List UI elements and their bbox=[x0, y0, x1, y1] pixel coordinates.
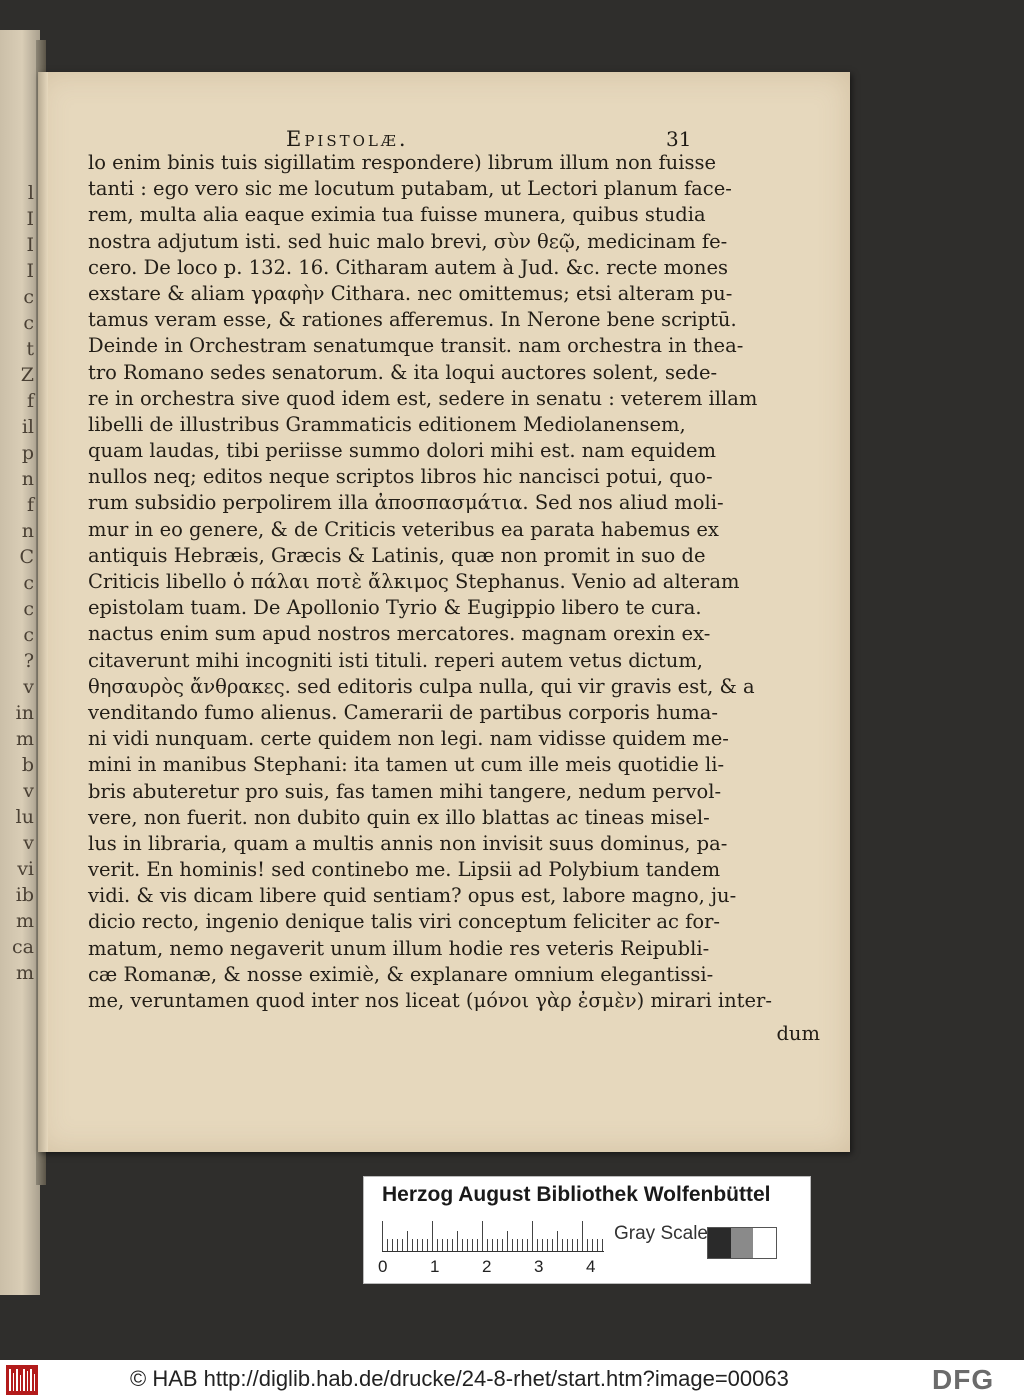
gray-scale-swatches bbox=[707, 1227, 777, 1259]
footer-bar bbox=[0, 1360, 1024, 1400]
text-line: antiquis Hebræis, Græcis & Latinis, quæ non promit in suo de bbox=[88, 543, 706, 567]
facing-page-fragment: n bbox=[21, 520, 34, 542]
text-line: lus in libraria, quam a multis annis non invisit suus dominus, pa- bbox=[88, 831, 728, 855]
ruler-tick bbox=[392, 1239, 393, 1251]
text-line: nostra adjutum isti. sed huic malo brevi, σὺν θεῷ, medicinam fe- bbox=[88, 229, 728, 253]
ruler-numbers bbox=[378, 1257, 618, 1277]
facing-page-fragment: f bbox=[26, 390, 34, 412]
facing-page-fragment: c bbox=[23, 624, 34, 646]
ruler-tick bbox=[537, 1239, 538, 1251]
color-target-card bbox=[363, 1176, 811, 1284]
ruler-tick bbox=[557, 1231, 558, 1251]
ruler-tick bbox=[382, 1221, 383, 1251]
ruler-tick bbox=[452, 1239, 453, 1251]
facing-page-fragment: c bbox=[23, 312, 34, 334]
text-line: matum, nemo negaverit unum illum hodie res veteris Reipubli- bbox=[88, 936, 710, 960]
facing-page-fragment: m bbox=[15, 910, 34, 932]
ruler-tick bbox=[527, 1239, 528, 1251]
ruler-tick bbox=[462, 1239, 463, 1251]
facing-page-fragment: v bbox=[23, 832, 34, 854]
text-line: me, veruntamen quod inter nos liceat (μόνοι γὰρ ἐσμὲν) mirari inter- bbox=[88, 989, 772, 1012]
text-line: lo enim binis tuis sigillatim respondere) librum illum non fuisse bbox=[88, 151, 717, 174]
ruler-tick bbox=[397, 1239, 398, 1251]
facing-page-fragment: v bbox=[23, 780, 34, 802]
facing-page-fragment: I bbox=[26, 208, 34, 230]
ruler-tick bbox=[597, 1239, 598, 1251]
text-line: venditando fumo alienus. Camerarii de partibus corporis huma- bbox=[88, 700, 718, 724]
ruler-tick bbox=[532, 1221, 533, 1251]
library-name: Herzog August Bibliothek Wolfenbüttel bbox=[382, 1183, 771, 1206]
facing-page-fragment: I bbox=[26, 260, 34, 282]
ruler-number: 3 bbox=[534, 1257, 544, 1276]
ruler-tick bbox=[477, 1239, 478, 1251]
ruler-tick bbox=[412, 1239, 413, 1251]
page-shadow bbox=[38, 72, 48, 1152]
text-line: dicio recto, ingenio denique talis viri conceptum feliciter ac for- bbox=[88, 910, 721, 934]
facing-page-fragment: in bbox=[15, 702, 34, 724]
text-line: ni vidi nunquam. certe quidem non legi. nam vidisse quidem me- bbox=[88, 727, 729, 751]
copyright-url[interactable]: © HAB http://diglib.hab.de/drucke/24-8-rhet/start.htm?image=00063 bbox=[130, 1366, 789, 1391]
barcode-icon bbox=[6, 1365, 38, 1395]
text-line: libelli de illustribus Grammaticis editionem Mediolanensem, bbox=[88, 412, 686, 436]
ruler-number: 0 bbox=[378, 1257, 388, 1276]
text-line: epistolam tuam. De Apollonio Tyrio & Eugippio libero te cura. bbox=[88, 596, 702, 620]
facing-page-fragment: f bbox=[26, 494, 34, 516]
gray-swatch bbox=[708, 1228, 731, 1258]
ruler-tick bbox=[432, 1221, 433, 1251]
text-line: rum subsidio perpolirem illa ἀποσπασμάτια. Sed nos aliud moli- bbox=[88, 491, 724, 515]
text-line: cæ Romanæ, & nosse eximiè, & explanare omnium elegantissi- bbox=[88, 962, 714, 986]
ruler-tick bbox=[592, 1239, 593, 1251]
text-line: tamus veram esse, & rationes afferemus. In Nerone bene scriptū. bbox=[88, 308, 737, 332]
body-text bbox=[88, 150, 772, 1014]
text-line: nactus enim sum apud nostros mercatores. magnam orexin ex- bbox=[88, 622, 711, 646]
ruler-tick bbox=[472, 1239, 473, 1251]
text-line: mur in eo genere, & de Criticis veteribus ea parata habemus ex bbox=[88, 517, 719, 541]
text-line: mini in manibus Stephani: ita tamen ut cum ille meis quotidie li- bbox=[88, 753, 725, 777]
text-line: Deinde in Orchestram senatumque transit. nam orchestra in thea- bbox=[88, 334, 744, 358]
ruler-tick bbox=[387, 1239, 388, 1251]
facing-page-fragment: v bbox=[23, 676, 34, 698]
header-title: Epistolæ. bbox=[286, 127, 409, 151]
facing-page-text bbox=[0, 180, 38, 986]
text-line: nullos neq; editos neque scriptos libros hic nancisci potui, quo- bbox=[88, 465, 713, 489]
text-line: citaverunt mihi incogniti isti tituli. reperi autem vetus dictum, bbox=[88, 648, 704, 672]
facing-page-fragment: I bbox=[26, 234, 34, 256]
dfg-logo: DFG bbox=[932, 1364, 995, 1395]
ruler-tick bbox=[587, 1239, 588, 1251]
ruler-tick bbox=[457, 1231, 458, 1251]
facing-page-fragment: ca bbox=[12, 936, 34, 958]
ruler-tick bbox=[572, 1239, 573, 1251]
gray-swatch bbox=[731, 1228, 754, 1258]
ruler-tick bbox=[417, 1239, 418, 1251]
gray-swatch bbox=[753, 1228, 776, 1258]
ruler-tick bbox=[552, 1239, 553, 1251]
text-line: bris abuteretur pro suis, fas tamen mihi tangere, nedum pervol- bbox=[88, 779, 722, 803]
ruler-tick bbox=[577, 1239, 578, 1251]
text-line: tanti : ego vero sic me locutum putabam, ut Lectori planum face- bbox=[88, 177, 732, 201]
facing-page-fragment: n bbox=[21, 468, 34, 490]
text-line: vere, non fuerit. non dubito quin ex illo blattas ac tineas misel- bbox=[88, 805, 710, 829]
book-page bbox=[38, 72, 850, 1152]
text-line: Criticis libello ὁ πάλαι ποτὲ ἄλκιμος Stephanus. Venio ad alteram bbox=[88, 570, 740, 593]
ruler-tick bbox=[502, 1239, 503, 1251]
ruler-tick bbox=[492, 1239, 493, 1251]
ruler-number: 4 bbox=[586, 1257, 596, 1276]
facing-page-fragment: p bbox=[21, 442, 34, 464]
catchword: dum bbox=[776, 1022, 820, 1045]
facing-page-fragment: lu bbox=[15, 806, 34, 828]
ruler-tick bbox=[437, 1239, 438, 1251]
facing-page-fragment: vi bbox=[17, 858, 34, 880]
facing-page-fragment: t bbox=[26, 338, 34, 360]
ruler-tick bbox=[427, 1239, 428, 1251]
page-number: 31 bbox=[666, 127, 692, 151]
facing-page-fragment: ? bbox=[23, 650, 34, 672]
text-line: verit. En hominis! sed continebo me. Lipsii ad Polybium tandem bbox=[88, 858, 721, 882]
facing-page-fragment: m bbox=[15, 962, 34, 984]
ruler-tick bbox=[602, 1239, 603, 1251]
ruler-tick bbox=[582, 1221, 583, 1251]
ruler-tick bbox=[407, 1231, 408, 1251]
facing-page-fragment: b bbox=[21, 754, 34, 776]
ruler-tick bbox=[507, 1231, 508, 1251]
ruler-tick bbox=[522, 1239, 523, 1251]
ruler-tick bbox=[447, 1239, 448, 1251]
facing-page-fragment: c bbox=[23, 286, 34, 308]
facing-page-edge bbox=[0, 30, 40, 1295]
ruler-tick bbox=[547, 1239, 548, 1251]
ruler-tick bbox=[497, 1239, 498, 1251]
ruler-tick bbox=[562, 1239, 563, 1251]
ruler-tick bbox=[517, 1239, 518, 1251]
ruler-tick bbox=[482, 1221, 483, 1251]
text-line: vidi. & vis dicam libere quid sentiam? opus est, labore magno, ju- bbox=[88, 884, 737, 908]
text-line: cero. De loco p. 132. 16. Citharam autem à Jud. &c. recte mones bbox=[88, 255, 729, 279]
scale-ruler bbox=[382, 1221, 604, 1252]
ruler-tick bbox=[487, 1239, 488, 1251]
ruler-tick bbox=[467, 1239, 468, 1251]
ruler-tick bbox=[442, 1239, 443, 1251]
facing-page-fragment: C bbox=[19, 546, 34, 568]
facing-page-fragment: c bbox=[23, 572, 34, 594]
facing-page-fragment: Z bbox=[20, 364, 34, 386]
facing-page-fragment: il bbox=[21, 416, 34, 438]
facing-page-fragment: m bbox=[15, 728, 34, 750]
gray-scale-label: Gray Scale bbox=[614, 1223, 708, 1244]
ruler-number: 1 bbox=[430, 1257, 440, 1276]
ruler-tick bbox=[567, 1239, 568, 1251]
ruler-tick bbox=[402, 1239, 403, 1251]
facing-page-fragment: ib bbox=[15, 884, 34, 906]
text-line: quam laudas, tibi periisse summo dolori mihi est. nam equidem bbox=[88, 439, 716, 463]
text-line: rem, multa alia eaque eximia tua fuisse munera, quibus studia bbox=[88, 203, 706, 227]
ruler-tick bbox=[422, 1239, 423, 1251]
text-line: re in orchestra sive quod idem est, sedere in senatu : veterem illam bbox=[88, 386, 758, 410]
ruler-tick bbox=[512, 1239, 513, 1251]
ruler-number: 2 bbox=[482, 1257, 492, 1276]
text-line: exstare & aliam γραφὴν Cithara. nec omittemus; etsi alteram pu- bbox=[88, 281, 733, 305]
text-line: θησαυρὸς ἄνθρακες. sed editoris culpa nulla, qui vir gravis est, & a bbox=[88, 674, 755, 698]
ruler-tick bbox=[542, 1239, 543, 1251]
text-line: tro Romano sedes senatorum. & ita loqui auctores solent, sede- bbox=[88, 360, 718, 384]
facing-page-fragment: c bbox=[23, 598, 34, 620]
facing-page-fragment: l bbox=[27, 182, 34, 204]
